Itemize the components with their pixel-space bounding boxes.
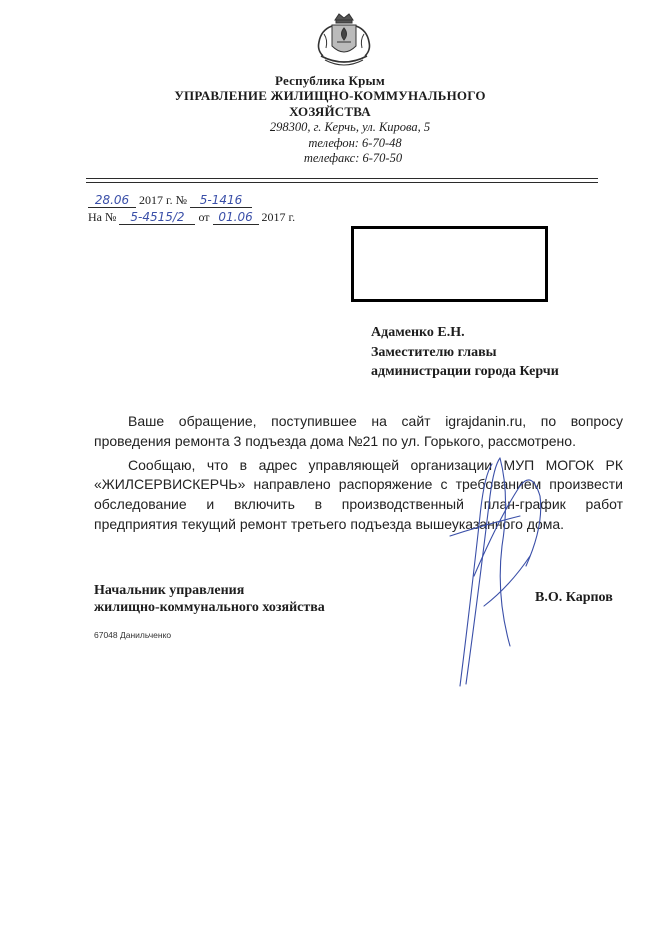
addressee-position-line1: Заместителю главы <box>371 345 497 360</box>
executor-note: 67048 Данильченко <box>94 630 172 640</box>
paragraph2-line4: предприятия текущий ремонт третьего подъезда вышеуказанного дома. <box>94 516 565 532</box>
paragraph2-line1: Сообщаю, что в адрес управляющей организации МУП МОГОК РК <box>128 457 623 473</box>
outgoing-year: 2017 г. № <box>139 193 188 207</box>
addressee-position-line2: администрации города Керчи <box>371 364 559 379</box>
incoming-reference <box>88 210 295 225</box>
organization-name-line1: УПРАВЛЕНИЕ ЖИЛИЩНО-КОММУНАЛЬНОГО <box>174 88 486 103</box>
paragraph2-line3: обследование и включить в производственный план-график работ <box>94 496 623 512</box>
header-divider-thin <box>86 182 598 183</box>
region-name: Республика Крым <box>275 73 385 88</box>
paragraph1-line1: Ваше обращение, поступившее на сайт igrajdanin.ru, по вопросу <box>128 413 623 429</box>
incoming-from: от <box>198 210 210 224</box>
signatory-title-line1: Начальник управления <box>94 583 245 598</box>
outgoing-number: 5-1416 <box>190 193 252 208</box>
outgoing-reference <box>88 193 252 208</box>
outgoing-date: 28.06 <box>88 193 136 208</box>
organization-address: 298300, г. Керчь, ул. Кирова, 5 <box>269 120 431 134</box>
organization-fax: телефакс: 6-70-50 <box>303 151 403 165</box>
signatory-title-line2: жилищно-коммунального хозяйства <box>94 600 325 615</box>
organization-phone: телефон: 6-70-48 <box>308 136 402 150</box>
coat-of-arms-emblem <box>313 12 375 70</box>
redacted-stamp-box <box>351 226 548 302</box>
incoming-year: 2017 г. <box>261 210 296 224</box>
signatory-name: В.О. Карпов <box>535 590 613 605</box>
paragraph2-line2: «ЖИЛСЕРВИСКЕРЧЬ» направлено распоряжение с требованием произвести <box>94 476 623 492</box>
organization-name-line2: ХОЗЯЙСТВА <box>289 104 371 119</box>
header-divider <box>86 178 598 179</box>
paragraph1-line2: проведения ремонта 3 подъезда дома №21 по ул. Горького, рассмотрено. <box>94 433 576 449</box>
incoming-date: 01.06 <box>213 210 259 225</box>
incoming-number: 5-4515/2 <box>119 210 195 225</box>
incoming-prefix: На № <box>88 210 117 224</box>
handwritten-signature <box>440 456 570 691</box>
addressee-name: Адаменко Е.Н. <box>371 325 465 340</box>
